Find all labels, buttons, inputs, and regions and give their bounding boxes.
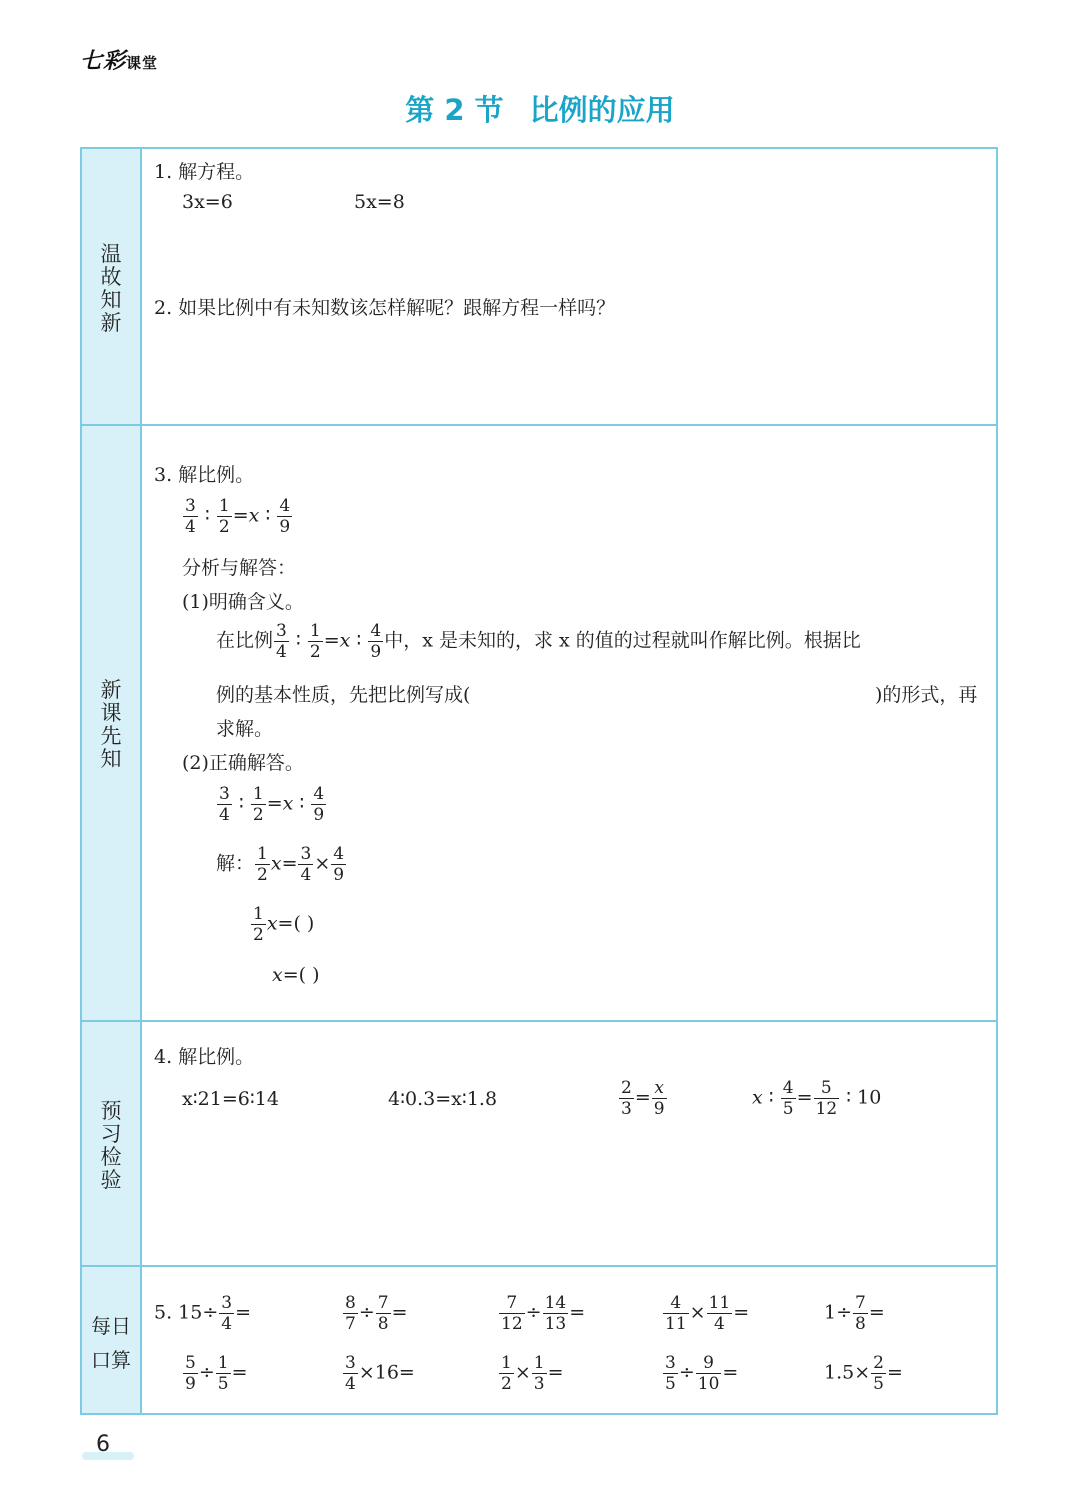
- q5-expr2: $\frac{8}{7}$ ÷ $\frac{7}{8}$ =: [345, 1293, 408, 1334]
- q3-solve-line3: x=( ): [272, 964, 320, 986]
- q3-solve-line1: 解： $\frac{1}{2}$ x= $\frac{3}{4}$ × $\frac{4}{9}$: [216, 844, 345, 885]
- section-label-new-lesson: 新 课 先 知: [82, 426, 142, 1020]
- q3-step2: (2)正确解答。: [182, 752, 304, 774]
- q5-expr10: 1.5× $\frac{2}{5}$ =: [824, 1353, 903, 1394]
- q4-problem2: 4∶0.3=x∶1.8: [388, 1088, 498, 1110]
- logo: 七彩课堂: [80, 49, 159, 74]
- q3-proportion-repeat: $\frac{3}{4}$ ∶ $\frac{1}{2}$ =x ∶ $\frac{4}{9}$: [219, 784, 325, 825]
- q3-para3: 求解。: [216, 718, 274, 740]
- page-number: 6: [96, 1432, 110, 1457]
- q5-expr4: $\frac{4}{11}$ × $\frac{11}{4}$ =: [665, 1293, 750, 1334]
- q5-expr7: $\frac{3}{4}$ ×16=: [345, 1353, 415, 1394]
- q5-expr5: 1÷ $\frac{7}{8}$ =: [824, 1293, 885, 1334]
- q4-problem4: x ∶ $\frac{4}{5}$ = $\frac{5}{12}$ ∶ 10: [752, 1078, 882, 1119]
- page-title: 第 2 节 比例的应用: [405, 93, 675, 127]
- q5-expr8: $\frac{1}{2}$ × $\frac{1}{3}$ =: [501, 1353, 564, 1394]
- section-label-daily-calc: 每日 口算: [82, 1267, 142, 1413]
- section-new-lesson: [82, 426, 996, 1022]
- q3-solve-line2: $\frac{1}{2}$ x=( ): [253, 904, 315, 945]
- section-preview-check: [82, 1022, 996, 1267]
- q2-text: 2. 如果比例中有未知数该怎样解呢？跟解方程一样吗？: [154, 297, 616, 319]
- q4-title: 4. 解比例。: [154, 1046, 255, 1068]
- q5-expr3: $\frac{7}{12}$ ÷ $\frac{14}{13}$ =: [501, 1293, 586, 1334]
- q3-para2-post: )的形式，再: [875, 684, 978, 706]
- q3-para2-pre: 例的基本性质，先把比例写成(: [216, 684, 471, 706]
- section-daily-calc: [82, 1267, 996, 1413]
- q4-problem3: $\frac{2}{3}$ = $\frac{x}{9}$: [621, 1078, 665, 1119]
- q3-step1: (1)明确含义。: [182, 591, 304, 613]
- q1-eq2: 5x=8: [354, 191, 405, 213]
- q1-title: 1. 解方程。: [154, 161, 255, 183]
- section-label-preview-check: 预 习 检 验: [82, 1022, 142, 1265]
- q5-expr6: $\frac{5}{9}$ ÷ $\frac{1}{5}$ =: [185, 1353, 248, 1394]
- q5-expr1: 5. 15÷ $\frac{3}{4}$ =: [154, 1293, 252, 1334]
- q3-proportion: $\frac{3}{4}$ ∶ $\frac{1}{2}$ =x ∶ $\frac{4}{9}$: [185, 496, 291, 537]
- q4-problem1: x∶21=6∶14: [182, 1088, 279, 1110]
- q3-title: 3. 解比例。: [154, 464, 255, 486]
- worksheet-frame: [80, 147, 998, 1415]
- q5-expr9: $\frac{3}{5}$ ÷ $\frac{9}{10}$ =: [665, 1353, 739, 1394]
- section-review: [82, 149, 996, 426]
- section-label-review: 温 故 知 新: [82, 149, 142, 424]
- q3-analysis: 分析与解答：: [182, 557, 297, 579]
- q3-para1: 在比例 $\frac{3}{4}$ ∶ $\frac{1}{2}$ =x ∶ $\frac{4}{9}$ 中，x 是未知的，求 x 的值的过程就叫作解比例。根据比: [216, 621, 861, 662]
- q1-eq1: 3x=6: [182, 191, 233, 213]
